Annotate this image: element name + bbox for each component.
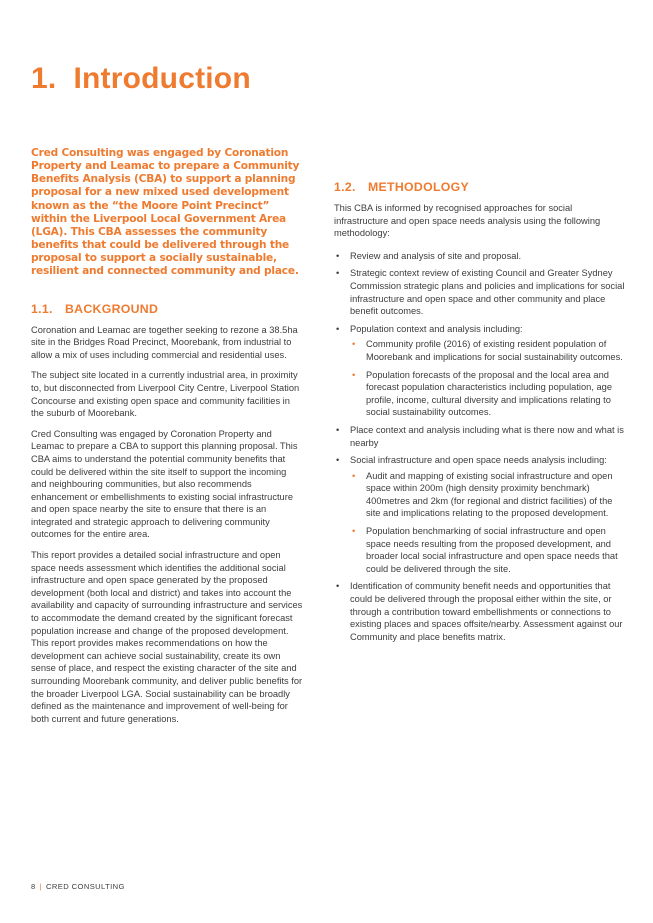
- background-number: 1.1.: [31, 301, 53, 316]
- footer-separator: |: [39, 882, 42, 891]
- background-paragraph: This report provides a detailed social infrastructure and open space needs assessment which identifies the additional social infrastructure and open space generated by the proposed development (both local and district) and takes into account the availability and capacity of surrounding infrastructure and services to accommodate the demand created by the significant forecast population increase and change of the proposed development. This report provides makes recommendations on how the development can achieve social sustainability, create its own sense of place, and respect the existing character of the site and surrounding Moorebank community, and deliver public benefits for the broader Liverpool LGA. Social sustainability can be broadly defined as the maintenance and improvement of well-being for both current and future generations.: [31, 550, 303, 724]
- list-item-text: Population context and analysis including:: [350, 323, 523, 334]
- sub-list-item: [350, 525, 628, 575]
- list-item-text: Identification of community benefit needs and opportunities that could be delivered through the proposal either within the site, or through a contribution toward embellishments or connections to existing places and spaces offsite/nearby. Assessment against our Community and place benefits matrix.: [350, 581, 623, 642]
- methodology-heading: [334, 180, 628, 194]
- sub-list: [350, 338, 628, 419]
- list-item-text: Review and analysis of site and proposal.: [350, 250, 522, 261]
- list-item: [334, 580, 628, 643]
- list-item: [334, 267, 628, 317]
- sub-list: [350, 470, 628, 576]
- methodology-heading-text: METHODOLOGY: [368, 180, 469, 194]
- methodology-number: 1.2.: [334, 180, 356, 194]
- chapter-number: 1.: [31, 62, 57, 95]
- chapter-title-text: Introduction: [73, 62, 251, 95]
- list-item: [334, 323, 628, 419]
- background-paragraph: Coronation and Leamac are together seeking to rezone a 38.5ha site in the Bridges Road Precinct, Moorebank, from industrial to allow a mix of uses including commercial and residential uses.: [31, 324, 298, 360]
- list-item-text: Social infrastructure and open space needs analysis including:: [350, 455, 607, 466]
- list-item-text: Place context and analysis including what is there now and what is nearby: [350, 424, 624, 448]
- sub-list-item: [350, 470, 628, 520]
- page-number: 8: [31, 882, 36, 891]
- sub-list-item-text: Population forecasts of the proposal and the local area and forecast population characteristics including population, age profile, income, cultural diversity and implications relating to social sustainability outcomes.: [366, 369, 613, 418]
- background-heading: [31, 302, 304, 316]
- list-item-text: Strategic context review of existing Council and Greater Sydney Commission strategic plans and policies and implications for social infrastructure and open space and other community and place benefit outcomes.: [350, 268, 625, 317]
- sub-list-item-text: Community profile (2016) of existing resident population of Moorebank and implications for social sustainability outcomes.: [366, 339, 623, 362]
- list-item: [334, 454, 628, 575]
- page-footer: [31, 882, 125, 891]
- sub-list-item-text: Population benchmarking of social infrastructure and open space needs resulting from the proposed development, and broader local social infrastructure and open space needs that could be delivered through the site.: [366, 526, 618, 574]
- lead-paragraph: Cred Consulting was engaged by Coronation Property and Leamac to prepare a Community Benefits Analysis (CBA) to support a planning proposal for a new mixed used development known as the “the Moore Point Precinct” within the Liverpool Local Government Area (LGA). This CBA assesses the community benefits that could be delivered through the proposal to support a socially sustainable, resilient and connected community and place.: [31, 147, 300, 278]
- footer-label: CRED CONSULTING: [46, 882, 125, 891]
- sub-list-item: [350, 369, 628, 419]
- background-heading-text: BACKGROUND: [65, 301, 159, 316]
- methodology-list: [334, 250, 628, 644]
- left-column: [31, 147, 304, 733]
- background-paragraph: Cred Consulting was engaged by Coronation Property and Leamac to prepare a CBA to support this planning proposal. This CBA aims to understand the potential community benefits that could be delivered within the site itself to support the incoming and neighbouring communities, but also recommends enhancement or embellishments to existing social infrastructure and open space nearby the site to ensure that there is an integrated and strategic approach to delivering community outcomes for the entire area.: [31, 428, 298, 540]
- sub-list-item-text: Audit and mapping of existing social infrastructure and open space within 200m (high density proximity benchmark) 400metres and 2km (for regional and district facilities) of the site and implications relating to the proposed development.: [366, 470, 613, 519]
- background-paragraph: The subject site located in a currently industrial area, in proximity to, but disconnected from Liverpool City Centre, Liverpool Station Concourse and existing open space and community facilities in the suburb of Moorebank.: [31, 370, 300, 419]
- methodology-intro: This CBA is informed by recognised approaches for social infrastructure and open space needs analysis using the following methodology:: [334, 203, 601, 239]
- list-item: [334, 424, 628, 449]
- sub-list-item: [350, 338, 628, 363]
- chapter-title: [31, 62, 251, 96]
- right-column: [334, 180, 628, 648]
- list-item: [334, 250, 628, 263]
